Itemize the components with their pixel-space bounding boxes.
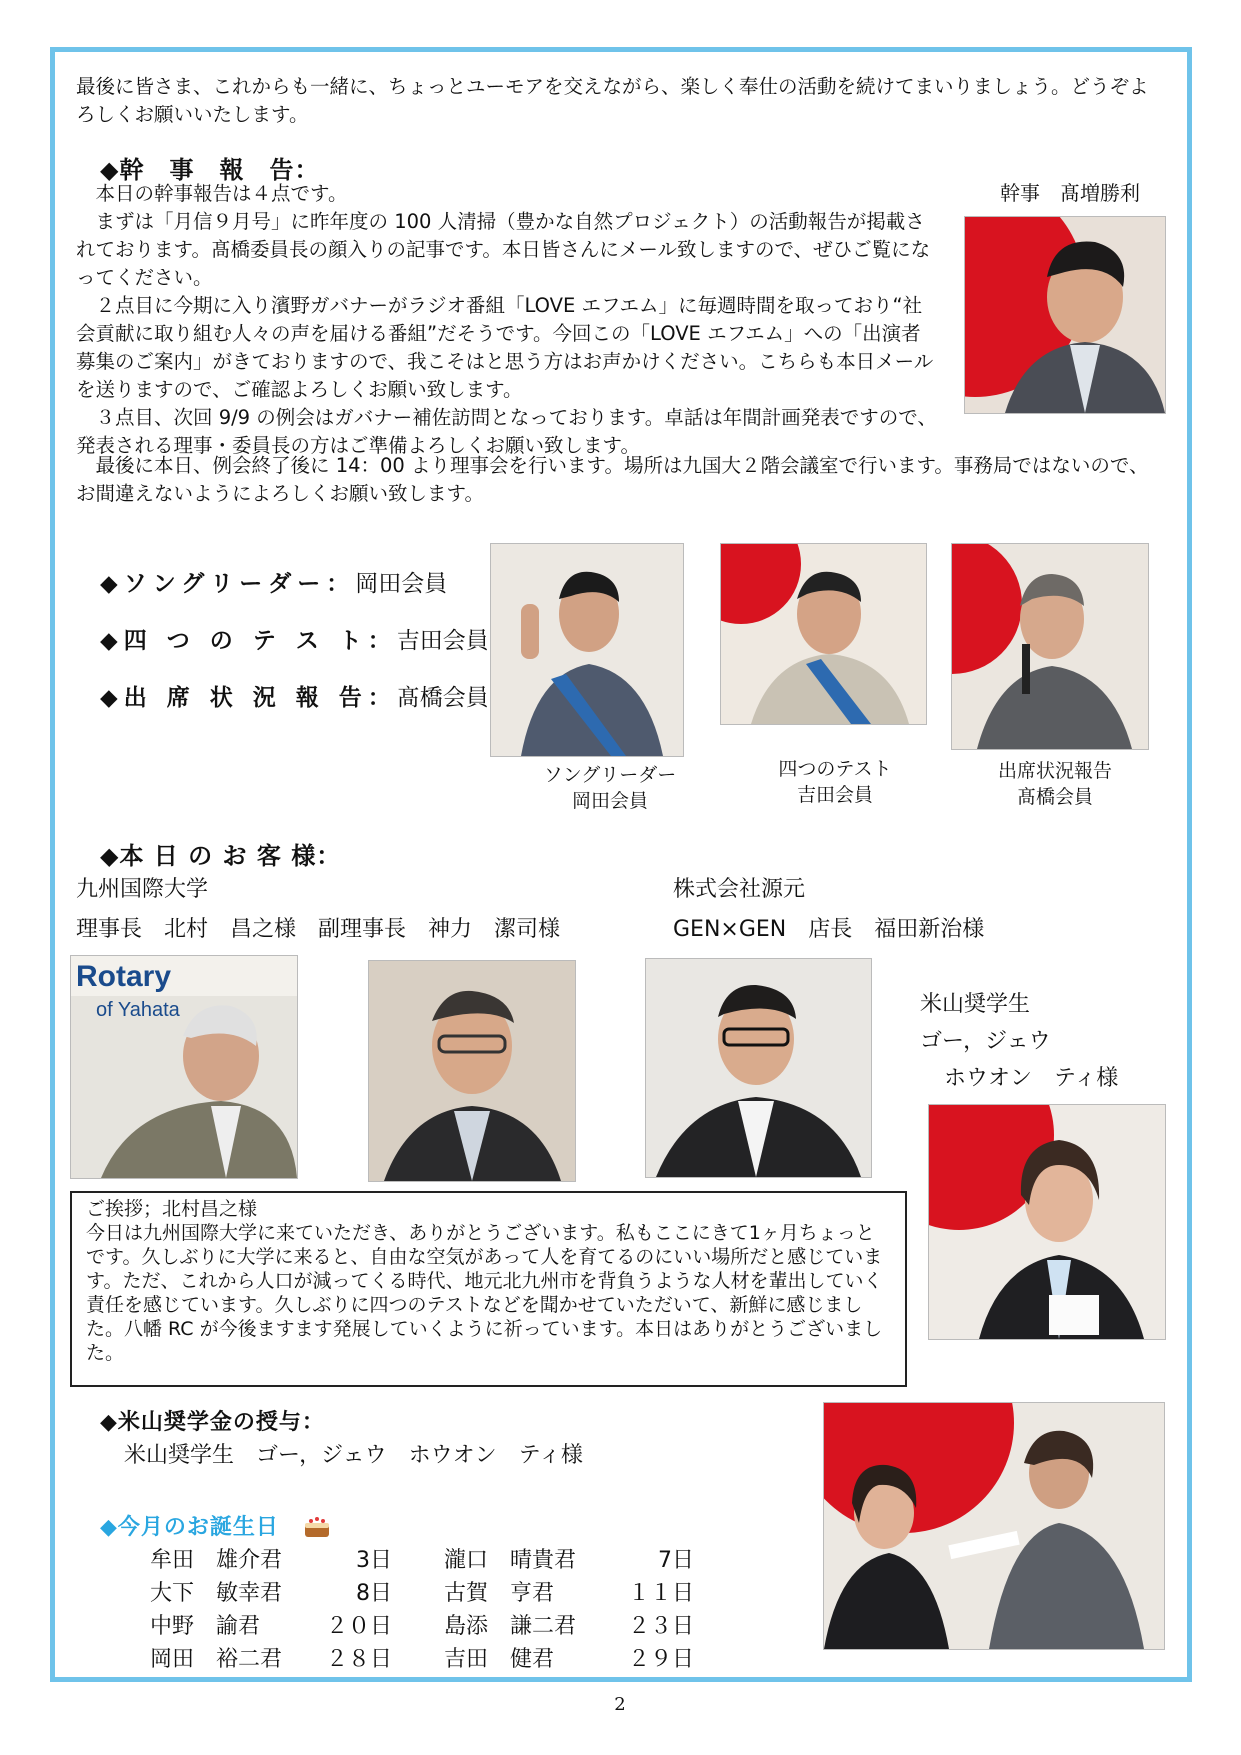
- role-song-leader-name: 岡田会員: [355, 571, 448, 597]
- four-way-test-photo: [720, 543, 927, 725]
- attendance-caption: [965, 758, 1145, 810]
- four-way-test-caption: [745, 756, 925, 808]
- guest-photo-fukuda: [645, 958, 872, 1178]
- scholar-photo: [928, 1104, 1166, 1340]
- role-song-leader-label: ◆ソングリーダー：: [100, 571, 356, 597]
- guests-heading: ◆本 日 の お 客 様：: [100, 842, 342, 870]
- guest-org-2-people: GEN×GEN 店長 福田新治様: [673, 917, 985, 942]
- birthday-row: [150, 1576, 694, 1607]
- birthday-name: 中野 諭君: [150, 1614, 261, 1639]
- song-leader-photo: [490, 543, 684, 757]
- secretary-line-2: まずは「月信９月号」に昨年度の 100 人清掃（豊かな自然プロジェクト）の活動報告が掲載されております。髙橋委員長の顔入りの記事です。本日皆さんにメール致しますので、ぜひご覧になってください。: [76, 210, 931, 289]
- birthday-name: 大下 敏幸君: [150, 1581, 283, 1606]
- role-attendance-name: 髙橋会員: [396, 685, 489, 711]
- scholarship-heading: ◆米山奨学金の授与：: [100, 1410, 325, 1435]
- cake-icon: [302, 1511, 332, 1545]
- birthday-day: 7日: [658, 1548, 694, 1573]
- birthday-name: 古賀 亨君: [444, 1581, 555, 1606]
- birthday-name: 瀧口 晴貴君: [444, 1548, 577, 1573]
- attendance-caption-role: 出席状況報告: [997, 760, 1112, 782]
- scholar-line-2: ゴー，ジェウ: [920, 1029, 1051, 1054]
- secretary-report: [76, 180, 938, 460]
- birthdays-heading: [100, 1510, 332, 1545]
- page-number: 2: [614, 1694, 626, 1715]
- scholar-line-3: ホウオン ティ様: [944, 1066, 1119, 1091]
- secretary-photo: [964, 216, 1166, 414]
- birthdays-heading-text: ◆今月のお誕生日: [100, 1515, 279, 1540]
- birthday-name: 島添 謙二君: [444, 1614, 577, 1639]
- attendance-photo: [951, 543, 1149, 750]
- song-leader-caption-role: ソングリーダー: [543, 764, 677, 786]
- song-leader-caption: [520, 762, 700, 814]
- secretary-photo-caption: 幹事 髙増勝利: [1000, 181, 1140, 205]
- role-attendance: [100, 679, 489, 712]
- guest-photo-jinriki: [368, 960, 576, 1182]
- birthday-row: [150, 1642, 694, 1673]
- role-attendance-label: ◆出 席 状 況 報 告：: [100, 685, 397, 711]
- birthday-name: 牟田 雄介君: [150, 1548, 283, 1573]
- intro-paragraph: 最後に皆さま、これからも一緒に、ちょっとユーモアを交えながら、楽しく奉仕の活動を続けてまいりましょう。どうぞよろしくお願いいたします。: [76, 75, 1149, 126]
- birthday-row: [150, 1609, 694, 1640]
- song-leader-caption-name: 岡田会員: [571, 790, 648, 812]
- birthday-day: 8日: [356, 1581, 392, 1606]
- birthday-row: [150, 1543, 694, 1574]
- greeting-box: [70, 1191, 907, 1387]
- secretary-heading: ◆幹 事 報 告：: [100, 156, 320, 184]
- birthday-day: 3日: [356, 1548, 392, 1573]
- greeting-text: 今日は九州国際大学に来ていただき、ありがとうございます。私もここにきて1ヶ月ちょっとです。久しぶりに大学に来ると、自由な空気があって人を育てるのにいい場所だと感じています。ただ、これから人口が減ってくる時代、地元北九州市を背負うような人材を輩出していく責任を感じています。久しぶりに四つのテストなどを聞かせていただいて、新鮮に感じました。八幡 RC が今後ますます発展していくように祈っています。本日はありがとうございました。: [86, 1222, 883, 1364]
- scholar-line-1: 米山奨学生: [920, 992, 1031, 1017]
- guest-photo-kitamura: [70, 955, 298, 1179]
- greeting-title: ご挨拶；北村昌之様: [86, 1198, 258, 1220]
- role-four-way-test-name: 吉田会員: [396, 628, 489, 654]
- four-way-test-caption-name: 吉田会員: [796, 784, 873, 806]
- scholarship-line: 米山奨学生 ゴー，ジェウ ホウオン ティ様: [124, 1443, 583, 1468]
- role-four-way-test: [100, 622, 489, 655]
- attendance-caption-name: 髙橋会員: [1016, 786, 1093, 808]
- role-four-way-test-label: ◆四 つ の テ ス ト：: [100, 628, 397, 654]
- birthday-name: 岡田 裕二君: [150, 1647, 283, 1672]
- birthday-day: ２８日: [325, 1647, 392, 1672]
- guest-org-1-people: 理事長 北村 昌之様 副理事長 神力 潔司様: [76, 917, 561, 942]
- secretary-line-5: 最後に本日、例会終了後に 14：00 より理事会を行います。場所は九国大２階会議室で行います。事務局ではないので、お間違えないようによろしくお願い致します。: [76, 454, 1149, 505]
- guest-org-1: 九州国際大学: [76, 877, 209, 902]
- birthday-day: ２９日: [627, 1647, 694, 1672]
- secretary-line-3: ２点目に今期に入り濱野ガバナーがラジオ番組「LOVE エフエム」に毎週時間を取っており“社会貢献に取り組む人々の声を届ける番組”だそうです。今回この「LOVE エフエム」への「出演者募集のご案内」がきておりますので、我こそはと思う方はお声かけください。こちらも本日メールを送りますので、ご確認よろしくお願い致します。: [76, 294, 934, 401]
- four-way-test-caption-role: 四つのテスト: [778, 758, 892, 780]
- role-song-leader: [100, 565, 447, 598]
- secretary-line-1: 本日の幹事報告は４点です。: [95, 182, 348, 205]
- scholarship-photo: [823, 1402, 1165, 1650]
- rotary-sign-text: Rotary: [76, 960, 172, 993]
- birthday-day: １１日: [627, 1581, 694, 1606]
- birthday-day: ２３日: [627, 1614, 694, 1639]
- birthday-name: 吉田 健君: [444, 1647, 555, 1672]
- yahata-sign-text: of Yahata: [96, 999, 180, 1021]
- guest-org-2: 株式会社源元: [673, 877, 806, 902]
- birthday-day: ２０日: [325, 1614, 392, 1639]
- secretary-line-4: ３点目、次回 9/9 の例会はガバナー補佐訪問となっております。卓話は年間計画発表ですので、発表される理事・委員長の方はご準備よろしくお願い致します。: [76, 406, 937, 457]
